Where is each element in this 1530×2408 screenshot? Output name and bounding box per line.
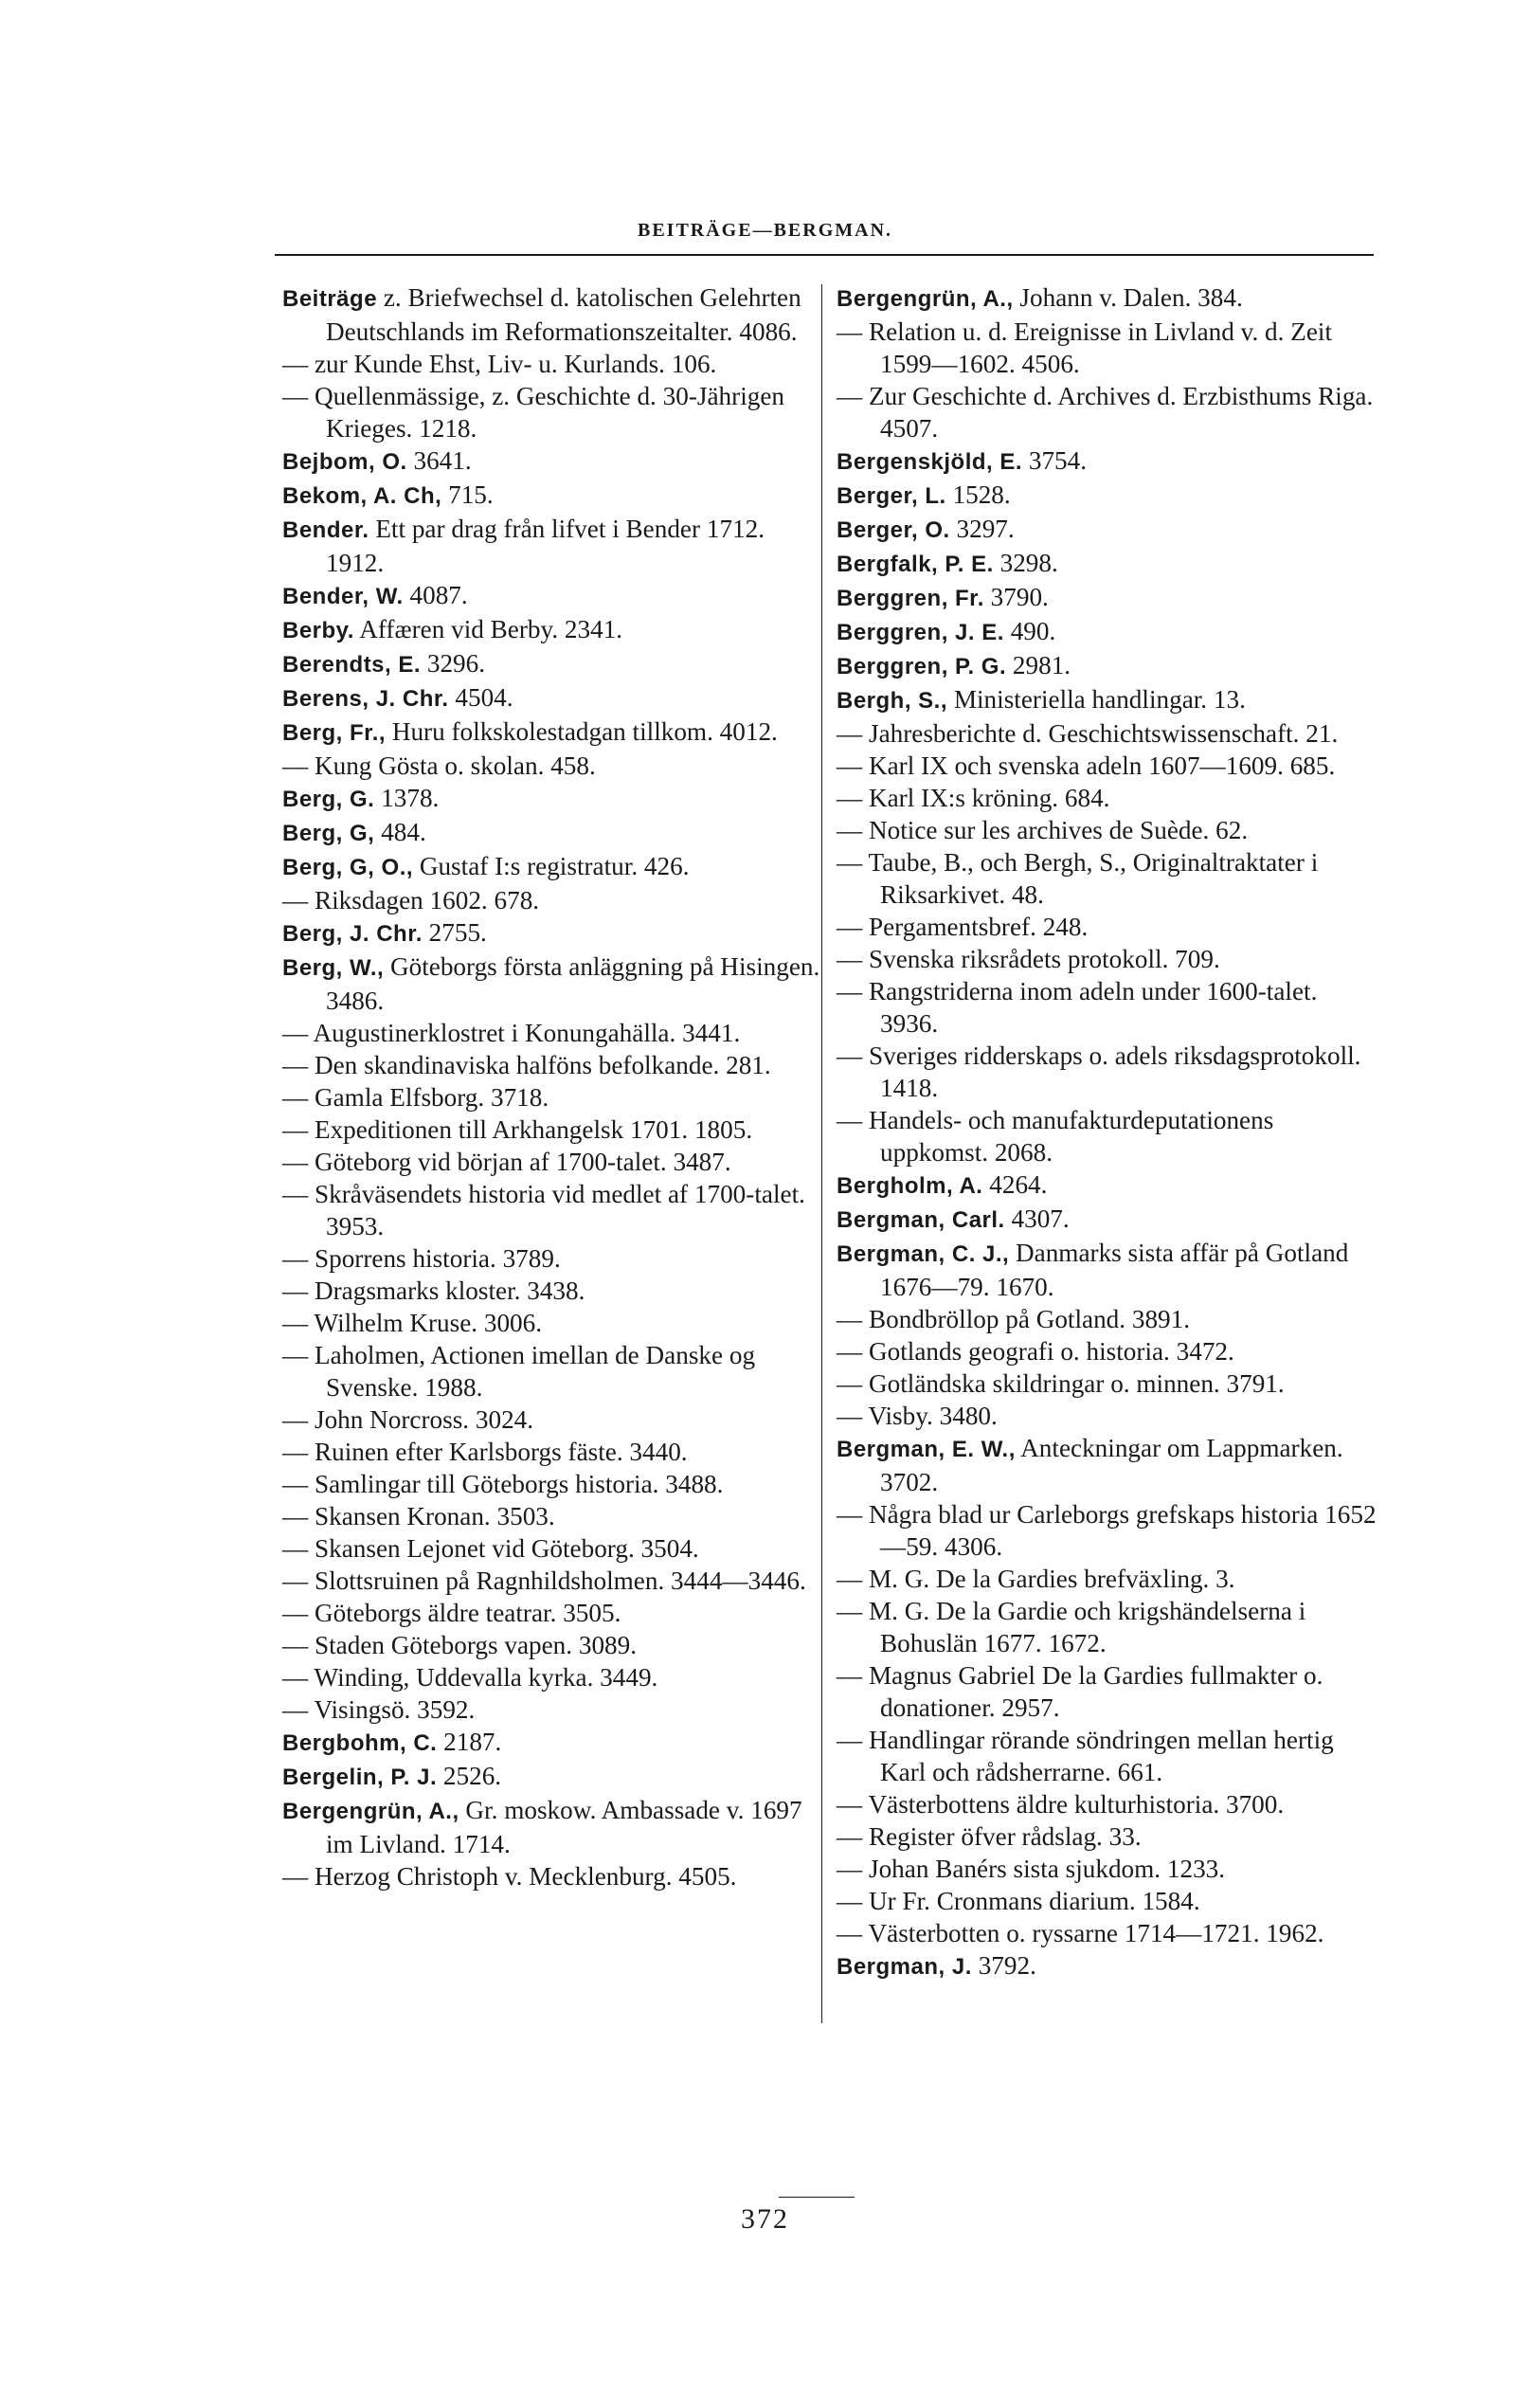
index-subentry bbox=[837, 1659, 1381, 1724]
entry-text: — Zur Geschichte d. Archives d. Erzbisthums Riga. 4507. bbox=[837, 382, 1374, 443]
entry-headword: Berggren, J. E. bbox=[837, 620, 1004, 645]
index-entry bbox=[837, 683, 1381, 717]
index-entry bbox=[282, 850, 827, 884]
index-entry bbox=[837, 547, 1381, 581]
index-entry bbox=[282, 513, 827, 579]
right-column bbox=[837, 281, 1381, 1983]
entry-text: — Göteborg vid början af 1700-talet. 3487. bbox=[282, 1148, 731, 1176]
index-subentry bbox=[282, 1629, 827, 1661]
entry-text: — M. G. De la Gardies brefväxling. 3. bbox=[837, 1565, 1235, 1593]
entry-headword: Bender, W. bbox=[282, 584, 404, 609]
index-entry bbox=[837, 1203, 1381, 1237]
index-subentry bbox=[837, 1104, 1381, 1168]
index-subentry bbox=[837, 1335, 1381, 1367]
entry-text: — zur Kunde Ehst, Liv- u. Kurlands. 106. bbox=[282, 350, 717, 378]
page-number: 372 bbox=[741, 2203, 789, 2235]
entry-headword: Berby. bbox=[282, 618, 354, 643]
entry-headword: Berg, G, bbox=[282, 821, 375, 846]
running-head: BEITRÄGE—BERGMAN. bbox=[637, 220, 893, 241]
index-subentry bbox=[837, 911, 1381, 943]
entry-headword: Bender. bbox=[282, 517, 369, 543]
index-entry bbox=[282, 613, 827, 647]
index-subentry bbox=[282, 380, 827, 444]
index-entry bbox=[282, 1760, 827, 1794]
entry-text: 3296. bbox=[421, 649, 486, 678]
index-subentry bbox=[837, 717, 1381, 750]
entry-text: — M. G. De la Gardie och krigshändelserna i Bohuslän 1677. 1672. bbox=[837, 1597, 1306, 1657]
index-entry bbox=[282, 916, 827, 951]
index-subentry bbox=[282, 1597, 827, 1629]
index-subentry bbox=[282, 1339, 827, 1403]
index-subentry bbox=[837, 1820, 1381, 1853]
entry-text: — Karl IX och svenska adeln 1607—1609. 685. bbox=[837, 751, 1336, 780]
entry-text: — Herzog Christoph v. Mecklenburg. 4505. bbox=[282, 1862, 737, 1891]
index-subentry bbox=[282, 1468, 827, 1500]
entry-text: 3792. bbox=[971, 1951, 1036, 1980]
entry-text: — Göteborgs äldre teatrar. 3505. bbox=[282, 1599, 621, 1627]
index-subentry bbox=[282, 884, 827, 916]
index-entry bbox=[282, 816, 827, 850]
index-entry bbox=[282, 281, 827, 348]
index-subentry bbox=[282, 1242, 827, 1275]
entry-text: 1528. bbox=[945, 480, 1011, 509]
index-subentry bbox=[282, 1178, 827, 1242]
index-entry bbox=[837, 1237, 1381, 1303]
entry-headword: Berggren, P. G. bbox=[837, 654, 1007, 679]
entry-text: 2755. bbox=[422, 918, 487, 947]
index-subentry bbox=[282, 1307, 827, 1339]
entry-text: — Gotlands geografi o. historia. 3472. bbox=[837, 1337, 1234, 1366]
index-entry bbox=[837, 581, 1381, 615]
index-subentry bbox=[837, 1400, 1381, 1432]
entry-headword: Bekom, A. Ch, bbox=[282, 483, 442, 509]
index-entry bbox=[282, 951, 827, 1017]
entry-text: Ett par drag från lifvet i Bender 1712. 1912. bbox=[326, 515, 765, 577]
index-subentry bbox=[837, 814, 1381, 846]
index-subentry bbox=[282, 1081, 827, 1113]
index-entry bbox=[837, 479, 1381, 513]
entry-text: — Handels- och manufakturdeputationens uppkomst. 2068. bbox=[837, 1106, 1274, 1167]
index-subentry bbox=[837, 1885, 1381, 1917]
entry-text: — Svenska riksrådets protokoll. 709. bbox=[837, 945, 1220, 973]
header-rule bbox=[275, 254, 1374, 256]
entry-text: — Jahresberichte d. Geschichtswissenschaft. 21. bbox=[837, 719, 1339, 748]
entry-text: — Augustinerklostret i Konungahälla. 3441. bbox=[282, 1019, 741, 1047]
index-entry bbox=[837, 513, 1381, 547]
entry-headword: Bergengrün, A., bbox=[837, 286, 1014, 312]
index-subentry bbox=[837, 943, 1381, 975]
index-entry bbox=[282, 1794, 827, 1860]
index-subentry bbox=[282, 1403, 827, 1436]
index-subentry bbox=[837, 1917, 1381, 1949]
entry-text: — Gamla Elfsborg. 3718. bbox=[282, 1083, 549, 1112]
entry-text: Ministeriella handlingar. 13. bbox=[947, 685, 1246, 714]
entry-text: Huru folkskolestadgan tillkom. 4012. bbox=[386, 717, 778, 746]
index-subentry bbox=[282, 1275, 827, 1307]
entry-headword: Bergman, Carl. bbox=[837, 1207, 1005, 1233]
index-subentry bbox=[837, 1595, 1381, 1659]
entry-text: 4307. bbox=[1004, 1204, 1070, 1233]
entry-text: — Rangstriderna inom adeln under 1600-talet. 3936. bbox=[837, 977, 1318, 1038]
entry-text: Affæren vid Berby. 2341. bbox=[353, 615, 623, 643]
index-entry bbox=[837, 1949, 1381, 1983]
index-entry bbox=[282, 579, 827, 613]
entry-text: — Slottsruinen på Ragnhildsholmen. 3444—3446. bbox=[282, 1566, 806, 1595]
entry-text: Anteckningar om Lappmarken. 3702. bbox=[880, 1434, 1343, 1496]
entry-text: — Karl IX:s kröning. 684. bbox=[837, 784, 1110, 812]
entry-text: 3754. bbox=[1022, 446, 1088, 475]
index-entry bbox=[282, 479, 827, 513]
entry-text: 2187. bbox=[437, 1728, 502, 1756]
entry-text: — Staden Göteborgs vapen. 3089. bbox=[282, 1631, 638, 1659]
entry-headword: Berger, L. bbox=[837, 483, 946, 509]
entry-text: — Relation u. d. Ereignisse in Livland v. d. Zeit 1599—1602. 4506. bbox=[837, 317, 1333, 378]
index-subentry bbox=[282, 1500, 827, 1532]
index-entry bbox=[837, 649, 1381, 683]
entry-headword: Bergfalk, P. E. bbox=[837, 552, 994, 577]
entry-text: — Handlingar rörande söndringen mellan hertig Karl och rådsherrarne. 661. bbox=[837, 1726, 1334, 1786]
entry-headword: Bergbohm, C. bbox=[282, 1730, 438, 1756]
entry-text: 3298. bbox=[993, 549, 1058, 577]
left-column bbox=[282, 281, 827, 1892]
index-subentry bbox=[837, 1498, 1381, 1563]
entry-text: — Bondbröllop på Gotland. 3891. bbox=[837, 1305, 1191, 1333]
index-subentry bbox=[837, 1853, 1381, 1885]
entry-text: — Kung Gösta o. skolan. 458. bbox=[282, 751, 596, 780]
entry-text: — Expeditionen till Arkhangelsk 1701. 1805. bbox=[282, 1115, 753, 1144]
entry-headword: Berg, G. bbox=[282, 787, 375, 812]
index-subentry bbox=[282, 1565, 827, 1597]
entry-text: — Quellenmässige, z. Geschichte d. 30-Jährigen Krieges. 1218. bbox=[282, 382, 784, 443]
index-subentry bbox=[837, 846, 1381, 911]
entry-text: — Johan Banérs sista sjukdom. 1233. bbox=[837, 1855, 1226, 1883]
entry-text: 2981. bbox=[1006, 651, 1071, 679]
entry-text: 3641. bbox=[406, 446, 472, 475]
entry-text: 715. bbox=[441, 480, 494, 509]
index-subentry bbox=[282, 348, 827, 380]
entry-text: — Sveriges ridderskaps o. adels riksdagsprotokoll. 1418. bbox=[837, 1041, 1361, 1102]
index-subentry bbox=[837, 975, 1381, 1040]
entry-text: — Wilhelm Kruse. 3006. bbox=[282, 1309, 543, 1337]
entry-text: — Taube, B., och Bergh, S., Originaltraktater i Riksarkivet. 48. bbox=[837, 848, 1319, 909]
index-subentry bbox=[837, 316, 1381, 380]
index-subentry bbox=[282, 750, 827, 782]
entry-text: Gustaf I:s registratur. 426. bbox=[413, 852, 690, 880]
index-subentry bbox=[837, 1040, 1381, 1104]
entry-text: — Samlingar till Göteborgs historia. 3488. bbox=[282, 1470, 724, 1498]
entry-headword: Bergman, C. J., bbox=[837, 1241, 1010, 1267]
entry-headword: Berg, J. Chr. bbox=[282, 921, 423, 947]
entry-headword: Berendts, E. bbox=[282, 652, 422, 678]
index-entry bbox=[282, 681, 827, 715]
index-subentry bbox=[282, 1436, 827, 1468]
entry-text: Johann v. Dalen. 384. bbox=[1013, 283, 1243, 312]
entry-text: — Skansen Kronan. 3503. bbox=[282, 1502, 555, 1530]
index-subentry bbox=[282, 1017, 827, 1049]
entry-headword: Bergman, J. bbox=[837, 1954, 972, 1980]
entry-text: 4504. bbox=[448, 683, 513, 712]
entry-headword: Berg, Fr., bbox=[282, 720, 387, 746]
entry-headword: Bergelin, P. J. bbox=[282, 1765, 438, 1790]
entry-text: — Ur Fr. Cronmans diarium. 1584. bbox=[837, 1887, 1200, 1915]
entry-headword: Bergenskjöld, E. bbox=[837, 449, 1023, 475]
entry-text: — Ruinen efter Karlsborgs fäste. 3440. bbox=[282, 1438, 688, 1466]
entry-text: z. Briefwechsel d. katolischen Gelehrten Deutschlands im Reformationszeitalter. 4086. bbox=[326, 283, 801, 346]
entry-text: — Visingsö. 3592. bbox=[282, 1695, 476, 1724]
entry-text: 484. bbox=[374, 818, 426, 846]
entry-text: 4264. bbox=[982, 1170, 1048, 1199]
index-subentry bbox=[837, 1367, 1381, 1400]
entry-text: Danmarks sista affär på Gotland 1676—79. 1670. bbox=[880, 1239, 1349, 1301]
entry-text: Gr. moskow. Ambassade v. 1697 im Livland. 1714. bbox=[326, 1796, 802, 1858]
entry-headword: Berg, G, O., bbox=[282, 855, 414, 880]
entry-text: 490. bbox=[1003, 617, 1056, 645]
entry-text: — Västerbotten o. ryssarne 1714—1721. 1962. bbox=[837, 1919, 1324, 1947]
index-subentry bbox=[282, 1146, 827, 1178]
index-entry bbox=[837, 444, 1381, 479]
index-entry bbox=[837, 281, 1381, 316]
index-subentry bbox=[837, 1563, 1381, 1595]
entry-text: — Västerbottens äldre kulturhistoria. 3700. bbox=[837, 1790, 1285, 1819]
index-entry bbox=[837, 1432, 1381, 1498]
entry-text: — Riksdagen 1602. 678. bbox=[282, 886, 540, 914]
entry-headword: Bergholm, A. bbox=[837, 1173, 983, 1199]
entry-text: 3790. bbox=[983, 583, 1049, 611]
index-entry bbox=[282, 444, 827, 479]
entry-headword: Bergman, E. W., bbox=[837, 1437, 1016, 1462]
entry-headword: Beiträge bbox=[282, 286, 378, 312]
entry-text: — Winding, Uddevalla kyrka. 3449. bbox=[282, 1663, 658, 1692]
index-subentry bbox=[837, 782, 1381, 814]
entry-text: — Laholmen, Actionen imellan de Danske og Svenske. 1988. bbox=[282, 1341, 756, 1402]
index-entry bbox=[837, 1168, 1381, 1203]
entry-text: — Gotländska skildringar o. minnen. 3791. bbox=[837, 1369, 1285, 1398]
entry-text: 3297. bbox=[949, 515, 1015, 543]
entry-text: — Pergamentsbref. 248. bbox=[837, 913, 1089, 941]
entry-headword: Bergengrün, A., bbox=[282, 1799, 459, 1824]
entry-text: — Några blad ur Carleborgs grefskaps historia 1652—59. 4306. bbox=[837, 1500, 1377, 1561]
index-subentry bbox=[837, 750, 1381, 782]
entry-text: — Magnus Gabriel De la Gardies fullmakter o. donationer. 2957. bbox=[837, 1661, 1323, 1722]
entry-headword: Berens, J. Chr. bbox=[282, 686, 449, 712]
entry-text: — Skråväsendets historia vid medlet af 1700-talet. 3953. bbox=[282, 1180, 805, 1240]
entry-headword: Berg, W., bbox=[282, 955, 385, 981]
entry-text: 2526. bbox=[437, 1762, 502, 1790]
entry-headword: Berggren, Fr. bbox=[837, 586, 984, 611]
entry-headword: Bergh, S., bbox=[837, 688, 948, 714]
entry-text: Göteborgs första anläggning på Hisingen. 3486. bbox=[326, 952, 820, 1015]
entry-text: — Notice sur les archives de Suède. 62. bbox=[837, 816, 1249, 844]
index-subentry bbox=[282, 1693, 827, 1726]
entry-headword: Bejbom, O. bbox=[282, 449, 407, 475]
entry-text: — Sporrens historia. 3789. bbox=[282, 1244, 561, 1273]
page-number-rule bbox=[779, 2197, 855, 2198]
index-entry bbox=[282, 1726, 827, 1760]
index-subentry bbox=[282, 1860, 827, 1892]
index-subentry bbox=[282, 1113, 827, 1146]
index-subentry bbox=[837, 1724, 1381, 1788]
column-divider bbox=[821, 284, 822, 2023]
index-subentry bbox=[837, 1788, 1381, 1820]
index-entry bbox=[282, 782, 827, 816]
entry-text: — Register öfver rådslag. 33. bbox=[837, 1822, 1142, 1851]
index-subentry bbox=[837, 1303, 1381, 1335]
entry-text: — Den skandinaviska halföns befolkande. 281. bbox=[282, 1051, 771, 1079]
index-entry bbox=[837, 615, 1381, 649]
entry-headword: Berger, O. bbox=[837, 517, 950, 543]
index-entry bbox=[282, 715, 827, 750]
entry-text: 1378. bbox=[374, 784, 440, 812]
index-subentry bbox=[837, 380, 1381, 444]
index-subentry bbox=[282, 1532, 827, 1565]
entry-text: — Dragsmarks kloster. 3438. bbox=[282, 1276, 585, 1305]
entry-text: 4087. bbox=[403, 581, 468, 609]
index-subentry bbox=[282, 1049, 827, 1081]
index-subentry bbox=[282, 1661, 827, 1693]
entry-text: — Skansen Lejonet vid Göteborg. 3504. bbox=[282, 1534, 699, 1563]
index-entry bbox=[282, 647, 827, 681]
entry-text: — Visby. 3480. bbox=[837, 1402, 998, 1430]
entry-text: — John Norcross. 3024. bbox=[282, 1405, 534, 1434]
